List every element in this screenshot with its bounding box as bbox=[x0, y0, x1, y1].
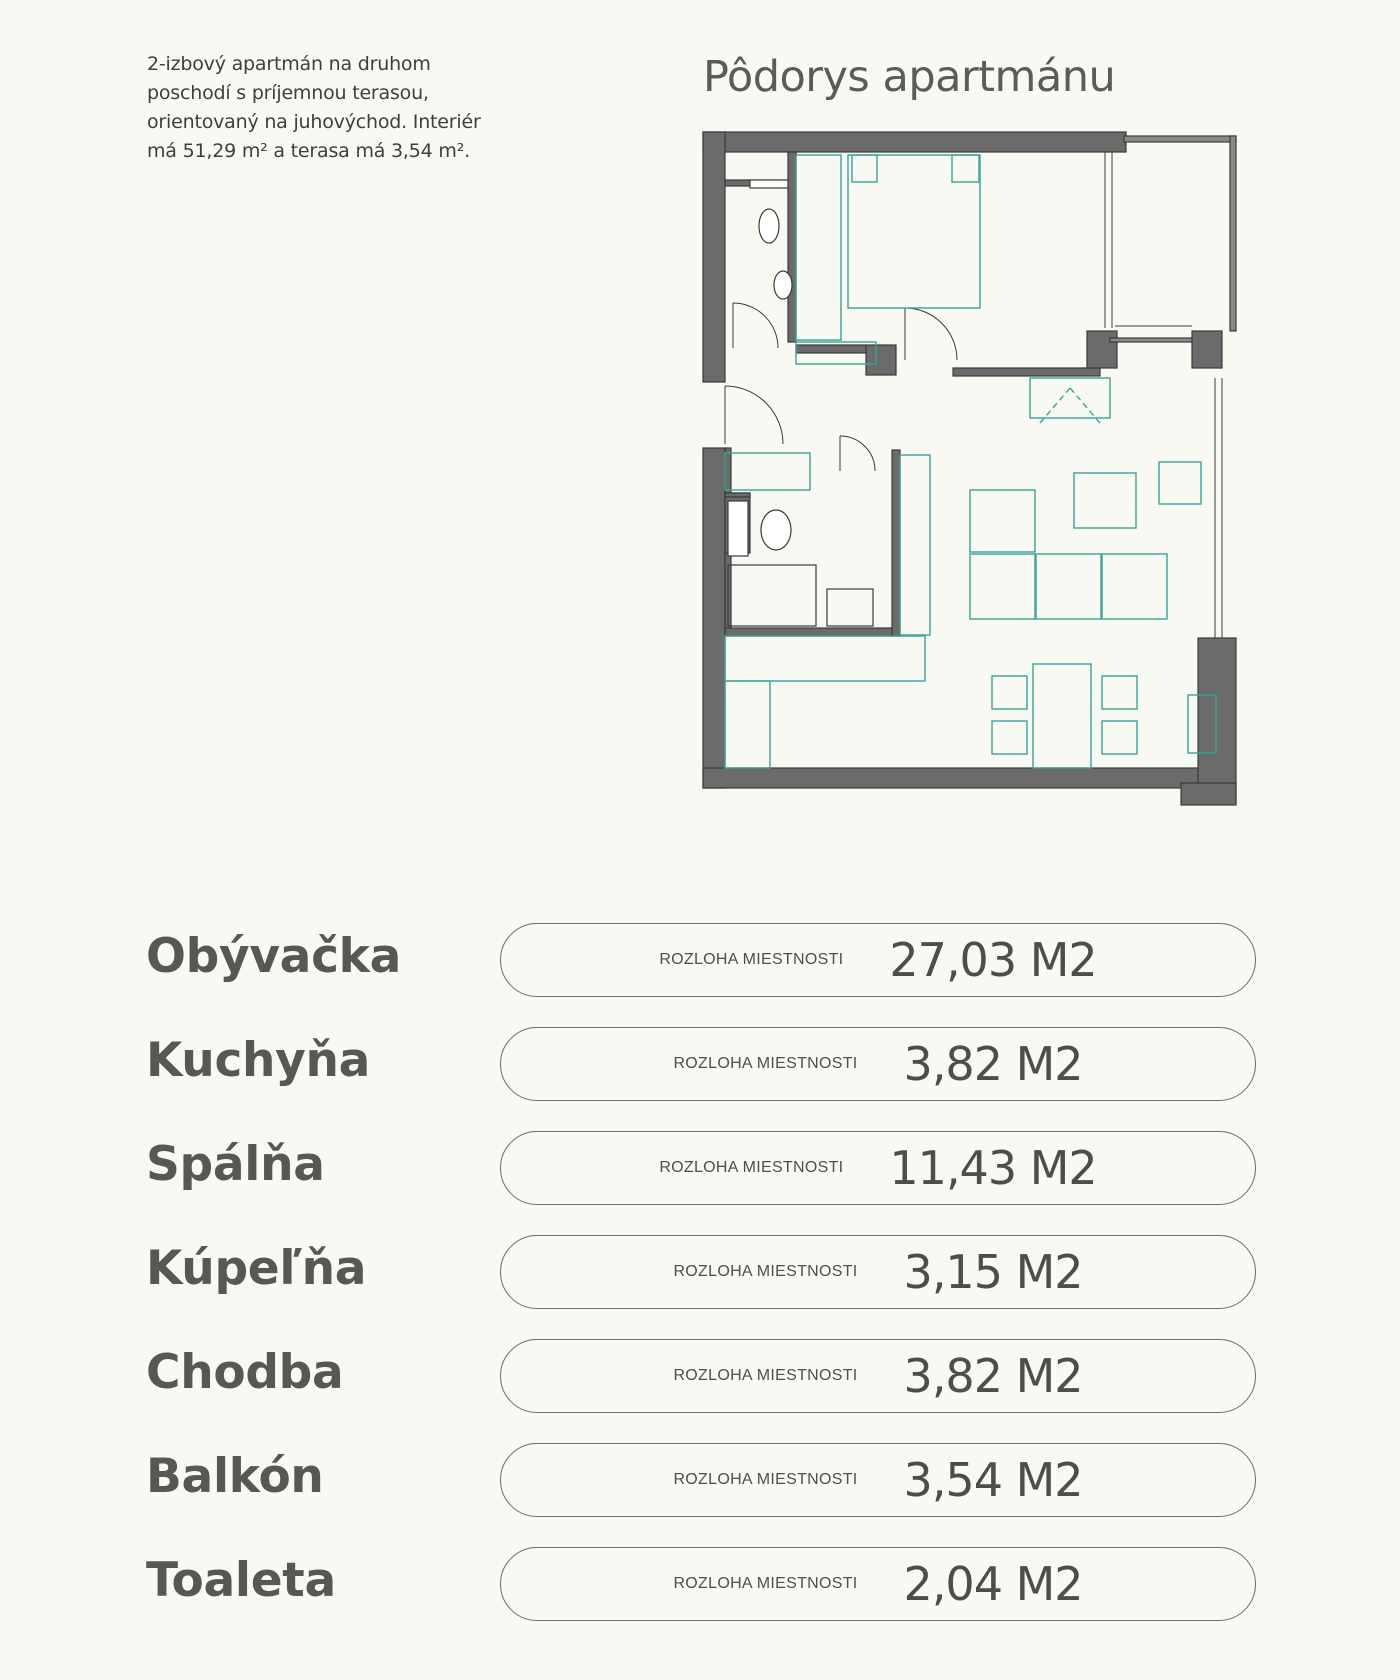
room-row bbox=[0, 923, 1400, 999]
room-area-pill bbox=[500, 1235, 1256, 1309]
room-area-value: 27,03 M2 bbox=[889, 933, 1097, 987]
room-name: Balkón bbox=[146, 1449, 324, 1504]
room-area-value: 3,54 M2 bbox=[903, 1453, 1083, 1507]
room-area-pill bbox=[500, 1131, 1256, 1205]
room-area-pill bbox=[500, 1339, 1256, 1413]
room-row bbox=[0, 1547, 1400, 1623]
room-area-pill bbox=[500, 1027, 1256, 1101]
room-area-value: 3,82 M2 bbox=[903, 1037, 1083, 1091]
room-row bbox=[0, 1131, 1400, 1207]
room-name: Kúpeľňa bbox=[146, 1241, 367, 1296]
room-area-pill bbox=[500, 1443, 1256, 1517]
room-area-pill bbox=[500, 923, 1256, 997]
description-line: orientovaný na juhovýchod. Interiér bbox=[147, 111, 481, 133]
room-name: Chodba bbox=[146, 1345, 344, 1400]
room-area-value: 3,82 M2 bbox=[903, 1349, 1083, 1403]
room-row bbox=[0, 1443, 1400, 1519]
room-area-label: ROZLOHA MIESTNOSTI bbox=[659, 951, 844, 968]
room-area-label: ROZLOHA MIESTNOSTI bbox=[673, 1367, 858, 1384]
room-area-label: ROZLOHA MIESTNOSTI bbox=[673, 1055, 858, 1072]
room-area-pill bbox=[500, 1547, 1256, 1621]
room-name: Spálňa bbox=[146, 1137, 325, 1192]
floor-plan-title: Pôdorys apartmánu bbox=[703, 52, 1116, 102]
room-area-label: ROZLOHA MIESTNOSTI bbox=[673, 1471, 858, 1488]
description-line: má 51,29 m² a terasa má 3,54 m². bbox=[147, 140, 470, 162]
room-row bbox=[0, 1339, 1400, 1415]
room-row bbox=[0, 1235, 1400, 1311]
room-area-label: ROZLOHA MIESTNOSTI bbox=[659, 1159, 844, 1176]
room-name: Obývačka bbox=[146, 929, 402, 984]
room-name: Kuchyňa bbox=[146, 1033, 371, 1088]
room-area-label: ROZLOHA MIESTNOSTI bbox=[673, 1575, 858, 1592]
description-line: poschodí s príjemnou terasou, bbox=[147, 82, 429, 104]
room-area-value: 11,43 M2 bbox=[889, 1141, 1097, 1195]
description-line: 2-izbový apartmán na druhom bbox=[147, 53, 431, 75]
room-row bbox=[0, 1027, 1400, 1103]
room-name: Toaleta bbox=[146, 1553, 336, 1608]
room-area-label: ROZLOHA MIESTNOSTI bbox=[673, 1263, 858, 1280]
room-area-value: 3,15 M2 bbox=[903, 1245, 1083, 1299]
room-area-value: 2,04 M2 bbox=[903, 1557, 1083, 1611]
